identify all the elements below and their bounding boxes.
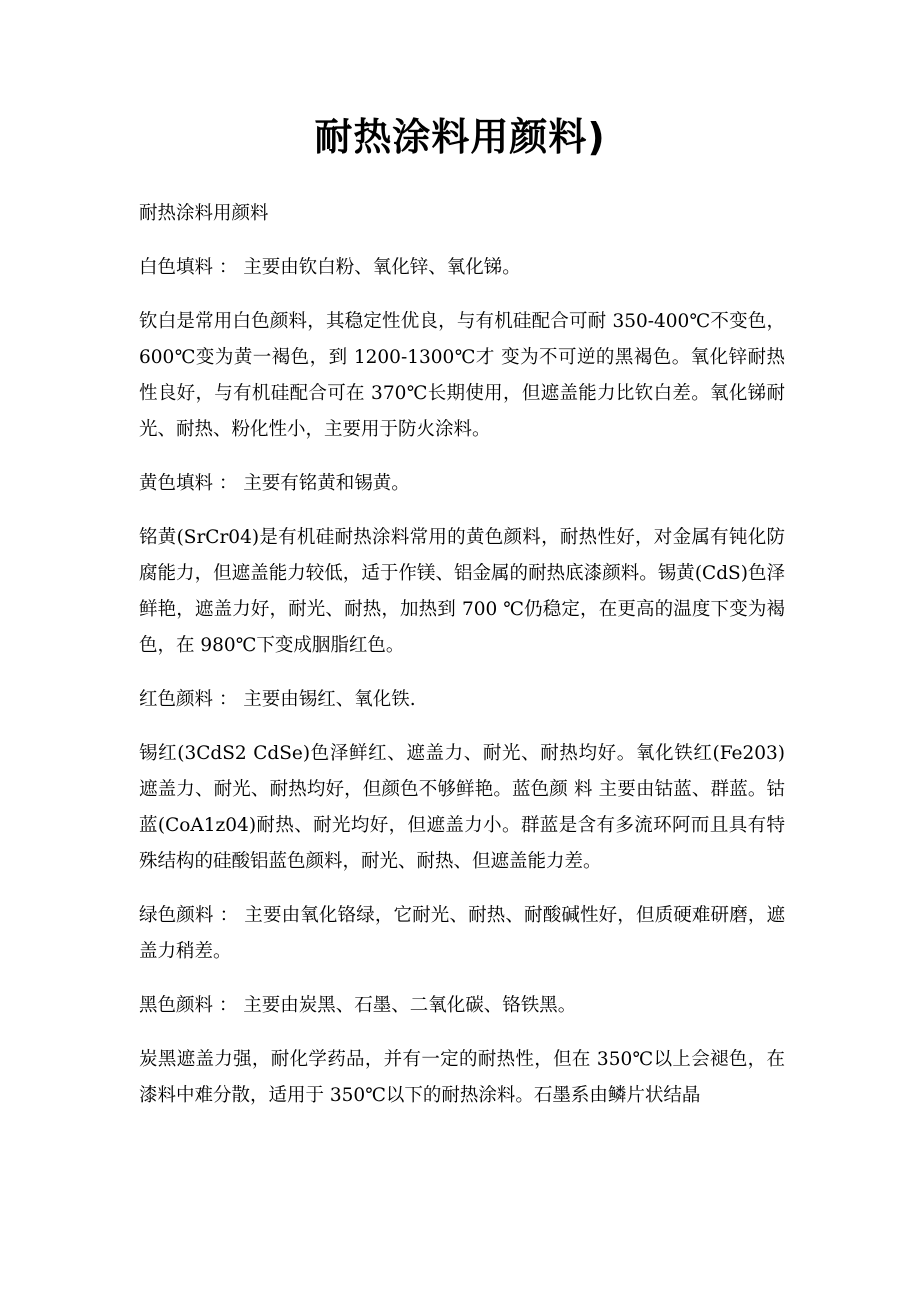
paragraph-white-filler-detail: 钦白是常用白色颜料，其稳定性优良，与有机硅配合可耐 350-400℃不变色，600℃变为黄一褐色，到 1200-1300℃才 变为不可逆的黑褐色。氧化锌耐热性良好，与有机硅配合可在 370℃长期使用，但遮盖能力比钦白差。氧化锑耐光、耐热、粉化性小，主要用于防火涂料。 [139, 311, 785, 440]
document-title: 耐热涂料用颜料) [314, 115, 606, 159]
paragraph-green-pigment: 绿色颜料 ： 主要由氧化铬绿，它耐光、耐热、耐酸碱性好，但质硬难研磨，遮盖力稍差。 [139, 905, 785, 962]
paragraph-subtitle: 耐热涂料用颜料 [139, 203, 269, 224]
paragraph-white-filler-heading: 白色填料 ： 主要由钦白粉、氧化锌、氧化锑。 [139, 257, 521, 278]
paragraph-yellow-filler-heading: 黄色填料 ： 主要有铭黄和锡黄。 [139, 473, 410, 494]
paragraph-red-blue-pigment-detail: 锡红(3CdS2 CdSe)色泽鲜红、遮盖力、耐光、耐热均好。氧化铁红(Fe203)遮盖力、耐光、耐热均好，但颜色不够鲜艳。蓝色颜 料 主要由钴蓝、群蓝。钴蓝(CoA1z04)耐热、耐光均好，但遮盖力小。群蓝是含有多流环阿而且具有特殊结构的硅酸铝蓝色颜料，耐光、耐热、但遮盖能力差。 [139, 743, 785, 872]
document-body [139, 196, 785, 1132]
paragraph-black-pigment-detail: 炭黑遮盖力强，耐化学药品，并有一定的耐热性，但在 350℃以上会褪色，在漆料中难分散，适用于 350℃以下的耐热涂料。石墨系由鳞片状结晶 [139, 1049, 785, 1106]
paragraph-red-pigment-heading: 红色颜料 ： 主要由锡红、氧化铁. [139, 689, 416, 710]
paragraph-black-pigment-heading: 黑色颜料 ： 主要由炭黑、石墨、二氧化碳、铬铁黑。 [139, 995, 577, 1016]
paragraph-yellow-filler-detail: 铭黄(SrCr04)是有机硅耐热涂料常用的黄色颜料，耐热性好，对金属有钝化防腐能力，但遮盖能力较低，适于作镁、铝金属的耐热底漆颜料。锡黄(CdS)色泽鲜艳，遮盖力好，耐光、耐热，加热到 700 ℃仍稳定，在更高的温度下变为褐色，在 980℃下变成胭脂红色。 [139, 527, 785, 656]
